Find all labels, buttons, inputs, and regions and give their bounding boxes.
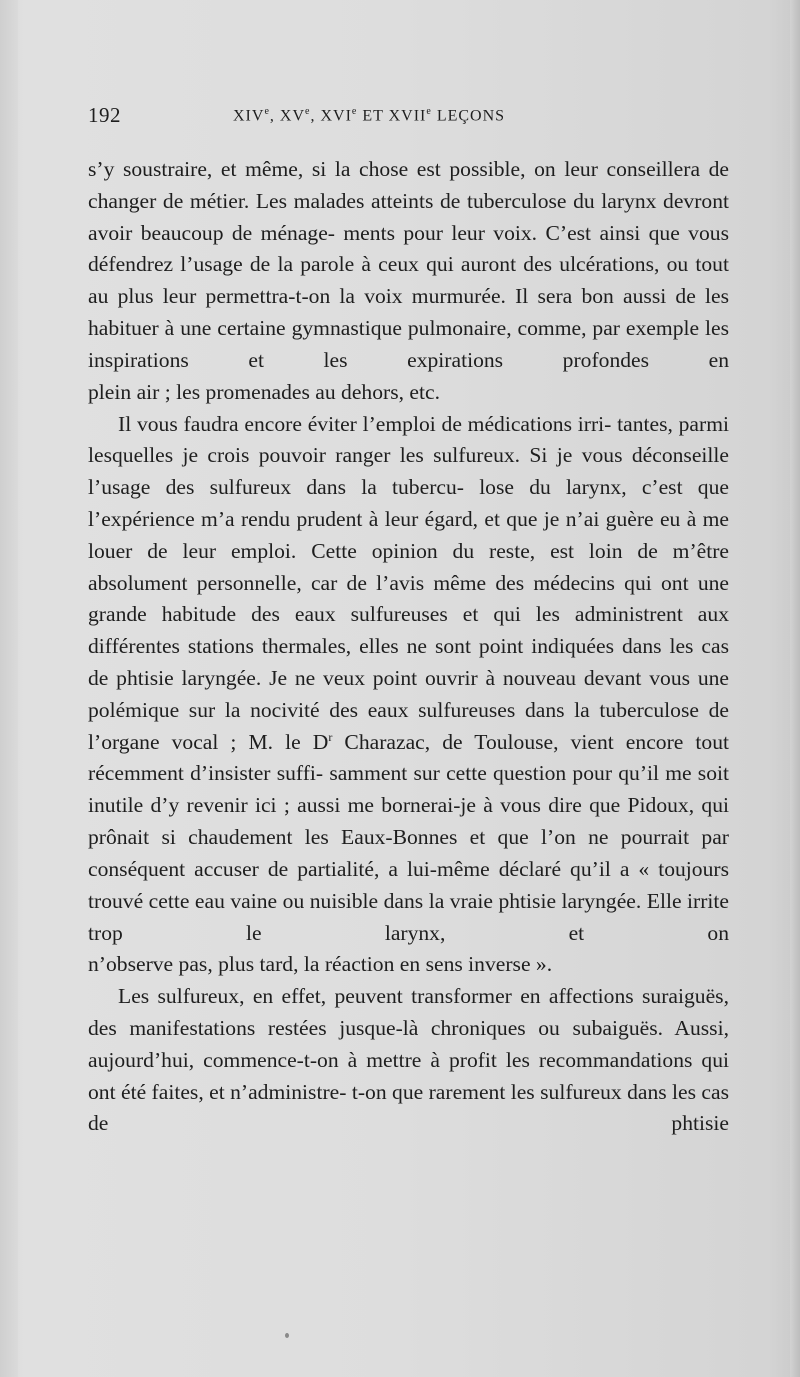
page-number: 192 (88, 103, 121, 127)
text-line: égard, et que je n’ai guère eu à me louer de leur emploi. Cette (88, 506, 730, 563)
text-line: de Toulouse, vient encore tout récemment d’insister suffi- (88, 729, 729, 786)
text-line: Il vous faudra encore éviter l’emploi de médications irri- (118, 411, 612, 436)
text-line: dans la vraie phtisie laryngée. Elle irrite trop le larynx, et on (88, 888, 729, 945)
paragraph (88, 154, 729, 377)
paragraph-end-line (88, 949, 729, 981)
text-line: n’observe pas, plus tard, la réaction en sens inverse ». (88, 952, 553, 977)
text-line: plein air ; les promenades au dehors, etc. (88, 379, 440, 404)
text-line: de phtisie laryngée. Je ne veux point ouvrir à nouveau devant (88, 666, 642, 690)
text-line: déclaré qu’il a « toujours trouvé cette eau vaine ou nuisible (88, 856, 729, 913)
page-left-shadow (0, 0, 18, 1377)
text-line: profit les recommandations qui ont été faites, et n’administre- (88, 1047, 729, 1104)
text-line: tantes, parmi lesquelles je crois pouvoir ranger les sulfureux. (88, 411, 729, 468)
text-line: vous une polémique sur la nocivité des eaux sulfureuses (88, 666, 729, 722)
text-line: opinion du reste, est loin de m’être absolument personnelle, (88, 538, 730, 595)
text-line: dans la tuberculose de l’organe vocal ; M. le D (88, 697, 729, 754)
text-line: lose du larynx, c’est que l’expérience m’a rendu prudent à leur (88, 475, 729, 531)
text-line: car de l’avis même des médecins qui ont une grande habitude (88, 570, 730, 627)
page-right-shadow (790, 0, 800, 1377)
running-head: XIVe, XVe, XVIe ET XVIIe LEÇONS (233, 106, 506, 125)
paragraph (88, 409, 729, 950)
paragraph (88, 981, 729, 1140)
paper-speck (285, 1333, 289, 1338)
text-line: de la parole à ceux qui auront des ulcérations, ou tout au plus (88, 252, 729, 309)
text-line: revenir ici ; aussi me bornerai-je à vous dire que Pidoux, (186, 793, 695, 818)
text-line: Si je vous déconseille l’usage des sulfureux dans la tubercu- (88, 443, 729, 500)
text-line: leur permettra-t-on la voix murmurée. Il sera bon aussi de (162, 284, 696, 309)
text-line: suraiguës, des manifestations restées jusque-là chroniques ou (88, 984, 729, 1040)
body-text (88, 154, 729, 1140)
text-line: stations thermales, elles ne sont point indiquées dans les cas (187, 634, 729, 659)
text-line: t-on que rarement les sulfureux dans les cas de phtisie (88, 1079, 730, 1136)
text-line: subaiguës. Aussi, aujourd’hui, commence-t-on à mettre à (88, 1015, 729, 1072)
text-line: Les sulfureux, en effet, peuvent transformer en affections (118, 984, 634, 1009)
text-line: qui prônait si chaudement les Eaux-Bonnes et que l’on ne (88, 793, 730, 850)
text-line: s’y soustraire, et même, si la chose est possible, on leur (88, 157, 598, 181)
text-line: samment sur cette question pour qu’il me soit inutile d’y (88, 761, 730, 818)
text-line: les habituer à une certaine gymnastique pulmonaire, comme, (88, 284, 730, 341)
text-line: pourrait par conséquent accuser de partialité, a lui-même (88, 825, 729, 881)
text-line: par exemple les inspirations et les expirations profondes en (88, 316, 729, 372)
text-line: Charazac, (332, 729, 431, 754)
text-line: tuberculose du larynx devront avoir beaucoup de ménage- (88, 188, 729, 245)
text-line: ments pour leur voix. C’est ainsi que vous défendrez l’usage (88, 220, 729, 277)
page-header (88, 103, 728, 133)
superscript: r (328, 729, 333, 744)
text-line: conseillera de changer de métier. Les malades atteints de (88, 157, 729, 213)
text-line: des eaux sulfureuses et qui les administrent aux différentes (88, 602, 729, 659)
paragraph-end-line (88, 377, 729, 409)
